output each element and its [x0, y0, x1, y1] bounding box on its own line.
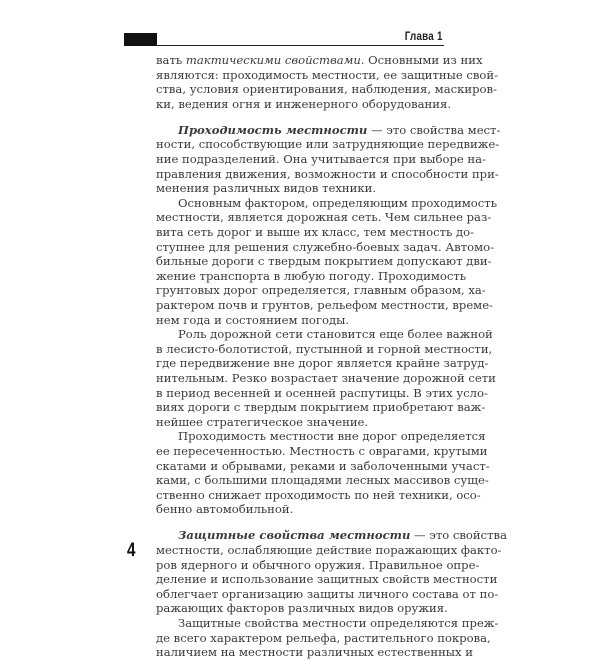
text-line: являются: проходимость местности, ее защитные свой- [156, 67, 499, 82]
text-line: де всего характером рельефа, растительного покрова, [156, 630, 491, 645]
header-rule [157, 45, 444, 46]
italic-term: тактическими свойствами [185, 53, 361, 67]
text-line: ки, ведения огня и инженерного оборудования. [156, 96, 452, 111]
text-line: правления движения, возможности и способности при- [156, 166, 499, 181]
paragraph [156, 53, 499, 111]
paragraph [156, 327, 496, 429]
text-line: ее пересеченностью. Местность с оврагами, крутыми [156, 443, 488, 458]
defined-term: Защитные свойства местности [178, 528, 411, 543]
text-line: нейшее стратегическое значение. [156, 414, 369, 429]
text-line: облегчает организацию защиты личного состава от по- [156, 586, 499, 601]
paragraph-gap [156, 111, 443, 123]
paragraph [156, 195, 498, 327]
text-line: ступнее для решения служебно-боевых задач. Автомо- [156, 239, 495, 254]
paragraph [156, 122, 501, 196]
paragraph [156, 429, 490, 517]
text-line: местности, является дорожная сеть. Чем сильнее раз- [156, 210, 492, 225]
text-line: нем года и состоянием погоды. [156, 312, 350, 327]
text-line: бильные дороги с твердым покрытием допускают дви- [156, 254, 492, 269]
text-line: Основным фактором, определяющим проходимость [178, 195, 498, 210]
text-line: ственно снижает проходимость по ней техники, осо- [156, 487, 481, 502]
header-bar [124, 33, 157, 46]
defined-term: Проходимость местности [178, 122, 368, 137]
text-line: Роль дорожной сети становится еще более важной [178, 327, 493, 342]
text-line: скатами и обрывами, реками и заболоченными участ- [156, 458, 490, 473]
text-line: Проходимость местности вне дорог определяется [178, 429, 486, 444]
text-line: виях дороги с твердым покрытием приобретают важ- [156, 400, 486, 415]
text-line: ности, способствующие или затрудняющие передвиже- [156, 137, 500, 152]
text-line: ров ядерного и обычного оружия. Правильное опре- [156, 557, 480, 572]
text-line: ражающих факторов различных видов оружия. [156, 601, 448, 616]
text-line: в лесисто-болотистой, пустынной и горной местности, [156, 341, 493, 356]
text-line: вита сеть дорог и выше их класс, тем местность до- [156, 225, 475, 240]
text-line: наличием на местности различных естественных и [156, 645, 473, 660]
text-line: вать тактическими свойствами. Основными из них [156, 53, 483, 67]
text-line: нительным. Резко возрастает значение дорожной сети [156, 370, 496, 385]
text-line: менения различных видов техники. [156, 181, 377, 196]
text-line: рактером почв и грунтов, рельефом местности, време- [156, 298, 493, 312]
text-line: Защитные свойства местности — это свойства [178, 528, 507, 543]
text-line: жение транспорта в любую погоду. Проходимость [156, 268, 467, 283]
text-line: Проходимость местности — это свойства мест- [178, 122, 501, 137]
text-line: ства, условия ориентирования, наблюдения, маскиров- [156, 82, 497, 97]
paragraph-gap [156, 517, 443, 529]
text-line: Защитные свойства местности определяются преж- [178, 615, 499, 630]
text-line: в период весенней и осенней распутицы. В этих усло- [156, 385, 488, 400]
text-line: грунтовых дорог определяется, главным образом, ха- [156, 283, 486, 298]
page-number: 4 [127, 540, 136, 561]
text-line: ние подразделений. Она учитывается при выборе на- [156, 152, 486, 167]
chapter-title: Глава 1 [405, 31, 443, 43]
paragraph [156, 528, 507, 616]
body-text [156, 53, 507, 660]
text-line: деление и использование защитных свойств местности [156, 572, 498, 587]
text-line: где передвижение вне дорог является крайне затруд- [156, 356, 489, 371]
text-line: местности, ослабляющие действие поражающих факто- [156, 543, 502, 557]
text-line: ками, с большими площадями лесных массивов суще- [156, 473, 489, 488]
paragraph [156, 615, 499, 660]
text-line: бенно автомобильной. [156, 502, 294, 517]
